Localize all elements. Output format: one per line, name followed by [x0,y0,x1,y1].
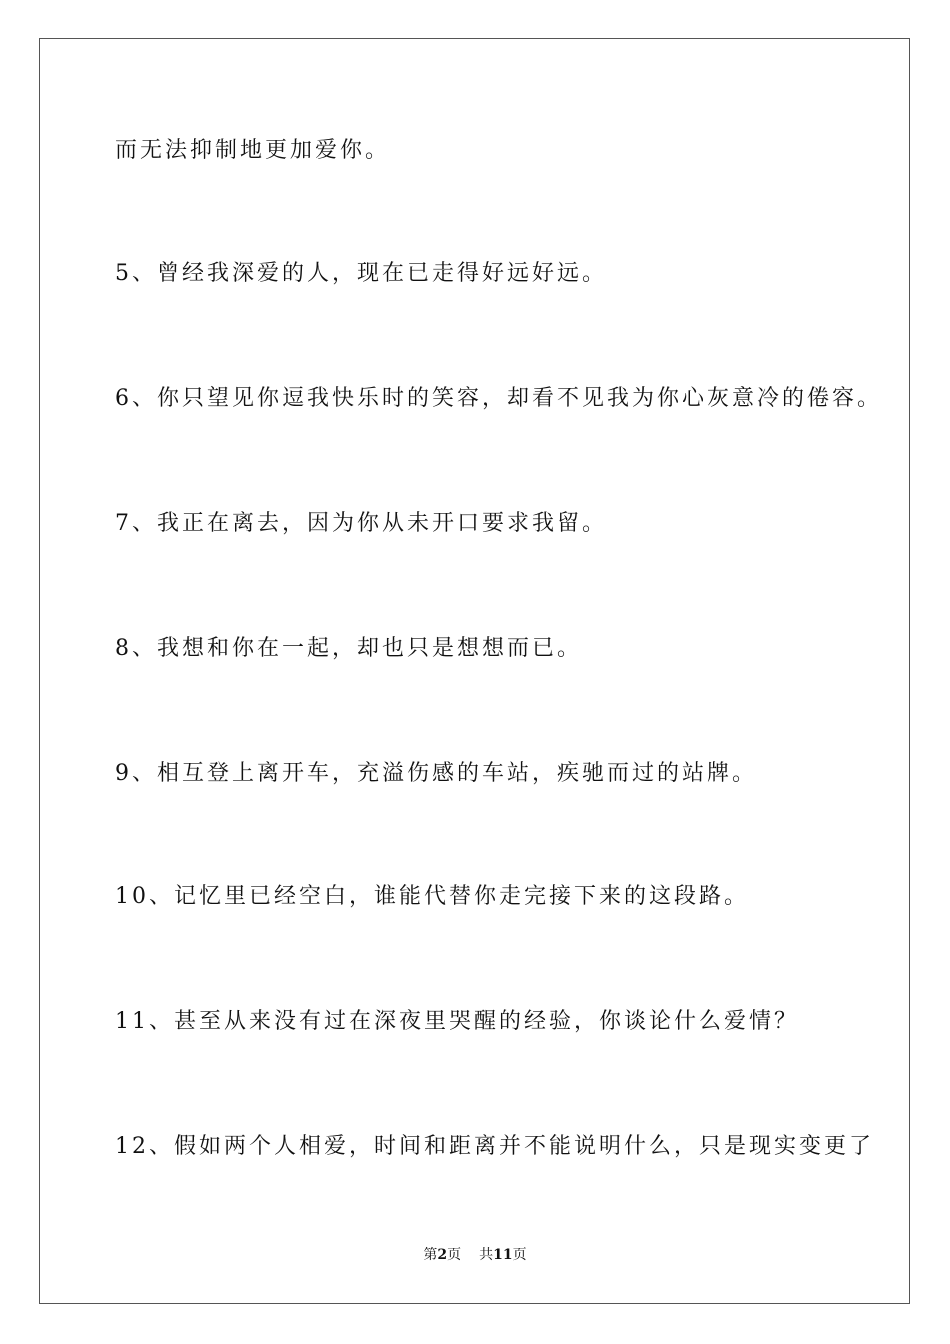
paragraph-line: 5、曾经我深爱的人，现在已走得好远好远。 [115,261,607,286]
page-prefix: 第 [423,1247,438,1263]
total-prefix: 共 [479,1247,494,1263]
current-page-number: 2 [437,1247,448,1263]
paragraph-line: 7、我正在离去，因为你从未开口要求我留。 [115,511,607,536]
page-suffix: 页 [447,1247,462,1263]
paragraph-line: 10、记忆里已经空白，谁能代替你走完接下来的这段路。 [115,884,749,909]
paragraph-line: 6、你只望见你逗我快乐时的笑容，却看不见我为你心灰意冷的倦容。 [115,386,882,411]
paragraph-line: 12、假如两个人相爱，时间和距离并不能说明什么，只是现实变更了 [115,1134,874,1159]
paragraph-line: 11、甚至从来没有过在深夜里哭醒的经验，你谈论什么爱情？ [115,1009,799,1034]
page-footer [0,1245,950,1265]
total-suffix: 页 [512,1247,527,1263]
total-page-count: 11 [493,1247,513,1263]
paragraph-line: 而无法抑制地更加爱你。 [115,138,391,163]
paragraph-line: 8、我想和你在一起，却也只是想想而已。 [115,636,582,661]
paragraph-line: 9、相互登上离开车，充溢伤感的车站，疾驰而过的站牌。 [115,761,757,786]
page-border [39,38,910,1304]
